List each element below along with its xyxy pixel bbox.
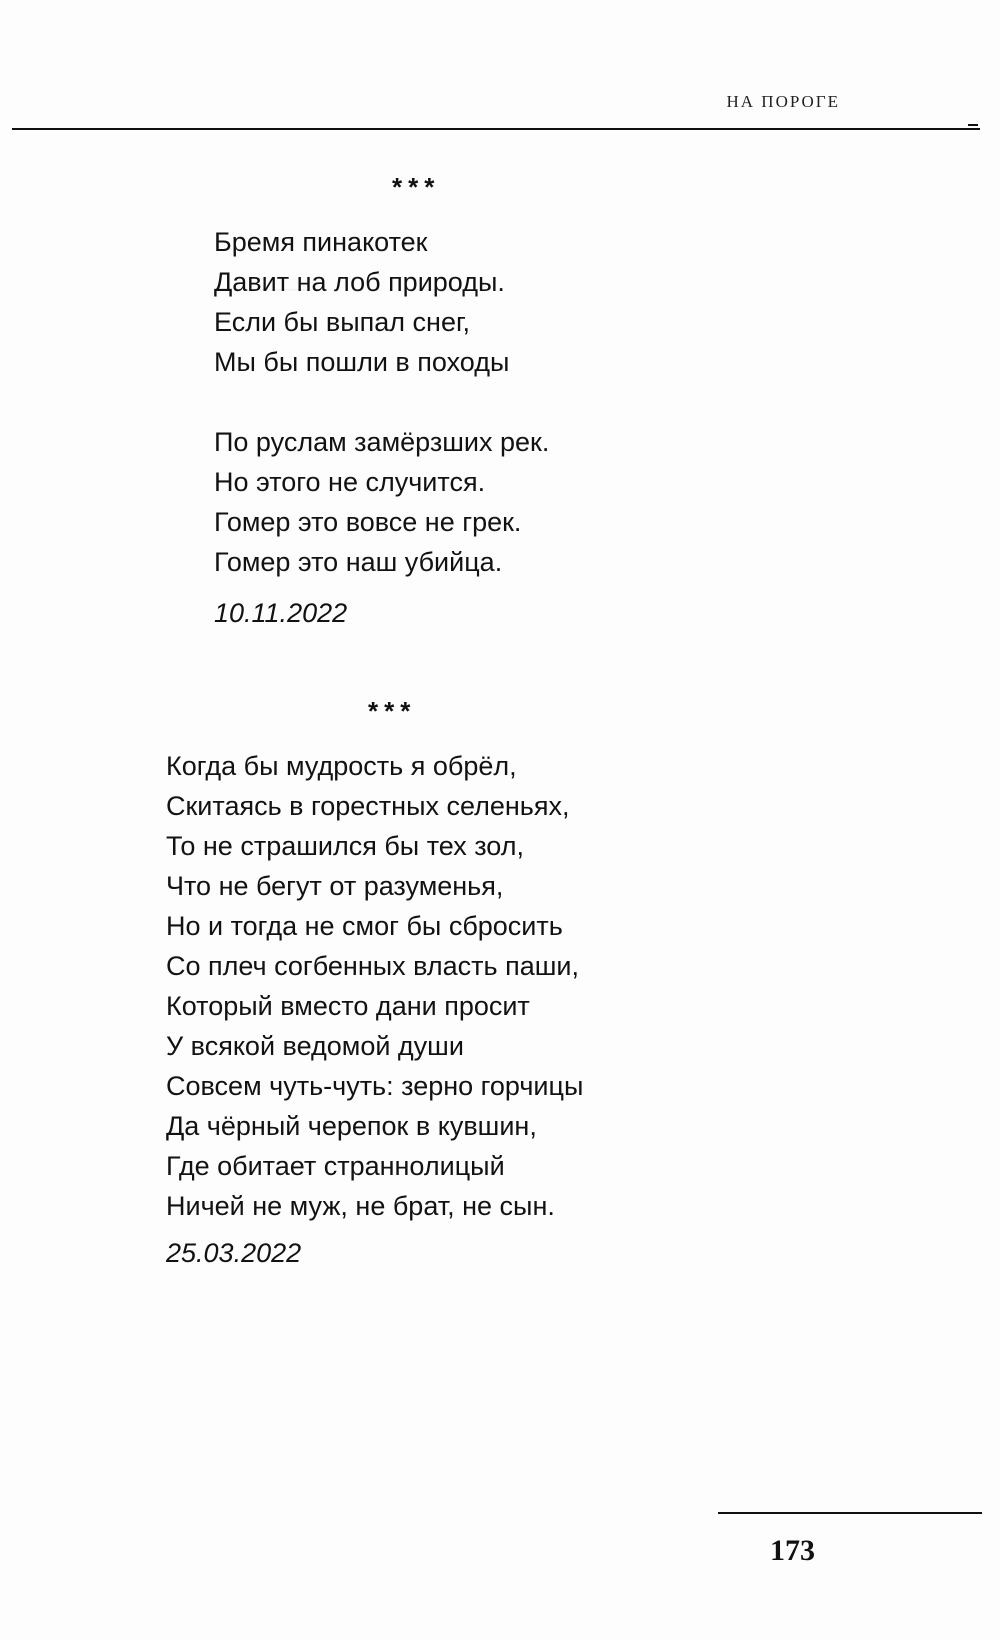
footer-rule [718, 1512, 982, 1514]
poem-2-date: 25.03.2022 [166, 1238, 302, 1268]
poem-line: По руслам замёрзших рек. [214, 427, 550, 457]
poem-line: Давит на лоб природы. [214, 267, 505, 297]
poem-line: Мы бы пошли в походы [214, 347, 510, 377]
poem-line: Гомер это вовсе не грек. [214, 507, 522, 537]
poem-line: Гомер это наш убийца. [214, 547, 503, 577]
poem-line: Но и тогда не смог бы сбросить [166, 911, 563, 941]
poem-line: Что не бегут от разуменья, [166, 871, 504, 901]
poem-line: Но этого не случится. [214, 467, 486, 497]
poem-line: То не страшился бы тех зол, [166, 831, 524, 861]
header-rule [12, 128, 980, 130]
poem-line: У всякой ведомой души [166, 1031, 464, 1061]
poem-line: Ничей не муж, не брат, не сын. [166, 1191, 555, 1221]
running-header-title: НА ПОРОГЕ [726, 92, 840, 111]
poem-line: Со плеч согбенных власть паши, [166, 951, 579, 981]
stanza-gap [214, 382, 549, 422]
poem-line: Совсем чуть-чуть: зерно горчицы [166, 1071, 584, 1101]
page-number: 173 [770, 1534, 815, 1567]
poem-line: Когда бы мудрость я обрёл, [166, 751, 517, 781]
poem-2 [166, 746, 583, 1226]
poem-line: Если бы выпал снег, [214, 307, 471, 337]
poem-2-separator: *** [368, 696, 417, 726]
poem-line: Скитаясь в горестных селеньях, [166, 791, 570, 821]
poem-1 [214, 222, 549, 582]
poem-line: Да чёрный черепок в кувшин, [166, 1111, 537, 1141]
poem-1-separator: *** [392, 172, 441, 202]
header-rule-tail [968, 124, 978, 126]
poem-1-date: 10.11.2022 [214, 598, 348, 628]
poem-line: Где обитает страннолицый [166, 1151, 505, 1181]
poem-line: Бремя пинакотек [214, 227, 428, 257]
poem-line: Который вместо дани просит [166, 991, 530, 1021]
